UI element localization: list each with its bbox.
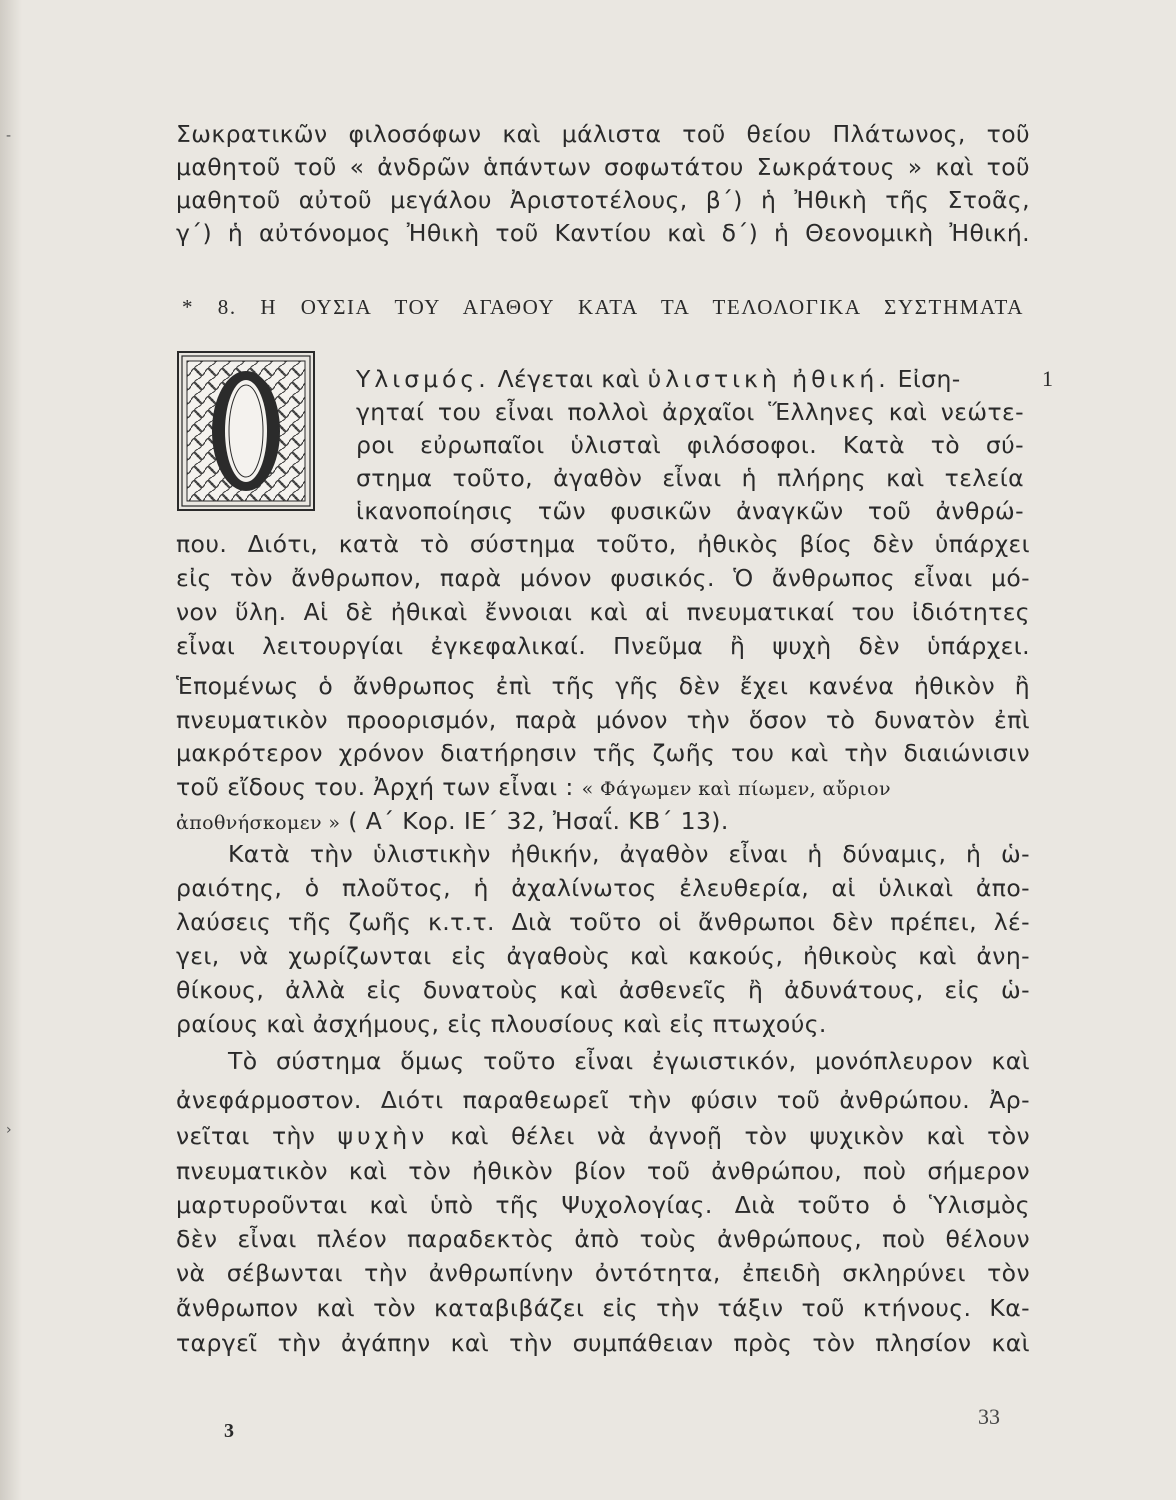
text-line: μαθητοῦ αὐτοῦ μεγάλου Ἀριστοτέλους, β΄) ἡ Ἠθικὴ τῆς Στοᾶς, [176,186,1030,214]
signature-mark: 3 [224,1420,234,1442]
text-line: Κατὰ τὴν ὑλιστικὴν ἠθικήν, ἀγαθὸν εἶναι ἡ δύναμις, ἡ ὡ- [228,840,1030,868]
margin-tick: › [6,1122,12,1138]
emphasized-phrase: ὑλιστικὴ ἠθική. [647,365,890,393]
text-line-first [356,363,1024,396]
text-line: μαθητοῦ τοῦ « ἀνδρῶν ἁπάντων σοφωτάτου Σωκράτους » καὶ τοῦ [176,153,1030,181]
text-line: ραιότης, ὁ πλοῦτος, ἡ ἀχαλίνωτος ἐλευθερία, αἱ ὑλικαὶ ἀπο- [176,874,1030,902]
text-line: νον ὕλη. Αἱ δὲ ἠθικαὶ ἔννοιαι καὶ αἱ πνευματικαί του ἰδιότητες [176,598,1030,626]
text-line: λαύσεις τῆς ζωῆς κ.τ.τ. Διὰ τοῦτο οἱ ἄνθρωποι δὲν πρέπει, λέ- [176,908,1030,936]
text-run: καὶ θέλει νὰ ἀγνοῇ τὸν ψυχικὸν καὶ τὸν [428,1122,1030,1150]
text-line: μαρτυροῦνται καὶ ὑπὸ τῆς Ψυχολογίας. Διὰ τοῦτο ὁ Ὑλισμὸς [176,1191,1030,1219]
text-line: ἀνεφάρμοστον. Διότι παραθεωρεῖ τὴν φύσιν τοῦ ἀνθρώπου. Ἀρ- [176,1086,1030,1114]
text-line: ροι εὐρωπαῖοι ὑλισταὶ φιλόσοφοι. Κατὰ τὸ σύ- [356,431,1024,459]
text-line: Ἑπομένως ὁ ἄνθρωπος ἐπὶ τῆς γῆς δὲν ἔχει κανένα ἠθικὸν ἢ [176,672,1030,700]
text-run: Εἰση- [889,365,961,393]
term-word: Υλισμός. [356,365,490,393]
text-line-quote [176,805,1030,838]
text-line: Σωκρατικῶν φιλοσόφων καὶ μάλιστα τοῦ θείου Πλάτωνος, τοῦ [176,120,1030,148]
drop-cap [177,351,315,511]
text-run: νεῖται τὴν [176,1122,338,1150]
scripture-quote: « Φάγωμεν καὶ πίωμεν, αὔριον [581,778,891,800]
text-line: στημα τοῦτο, ἀγαθὸν εἶναι ἡ πλήρης καὶ τελεία [356,464,1024,492]
text-line: ἱκανοποίησις τῶν φυσικῶν ἀναγκῶν τοῦ ἀνθρώ- [356,497,1024,525]
text-line: θίκους, ἀλλὰ εἰς δυνατοὺς καὶ ἀσθενεῖς ἢ ἀδυνάτους, εἰς ὡ- [176,976,1030,1004]
text-line: ταργεῖ τὴν ἀγάπην καὶ τὴν συμπάθειαν πρὸς τὸν πλησίον καὶ [176,1329,1030,1357]
text-line [176,1120,1030,1153]
section-heading: * 8. Η ΟΥΣΙΑ ΤΟΥ ΑΓΑΘΟΥ ΚΑΤΑ ΤΑ ΤΕΛΟΛΟΓΙΚΑ ΣΥΣΤΗΜΑΤΑ [182,295,1024,319]
text-line: γει, νὰ χωρίζωνται εἰς ἀγαθοὺς καὶ κακούς, ἠθικοὺς καὶ ἀνη- [176,942,1030,970]
text-line: νὰ σέβωνται τὴν ἀνθρωπίνην ὀντότητα, ἐπειδὴ σκληρύνει τὸν [176,1259,1030,1287]
margin-note-number: 1 [1042,366,1053,391]
text-run: Λέγεται καὶ [489,365,648,393]
scripture-reference: ( Α΄ Κορ. ΙΕ΄ 32, Ἠσαΐ. ΚΒ΄ 13). [340,807,729,835]
margin-tick: - [6,128,12,144]
emphasized-word: ψυχὴν [337,1122,429,1150]
text-line: πνευματικὸν προορισμόν, παρὰ μόνον τὴν ὅσον τὸ δυνατὸν ἐπὶ [176,706,1030,734]
text-line-quote [176,771,1030,804]
text-line: γ΄) ἡ αὐτόνομος Ἠθικὴ τοῦ Καντίου καὶ δ΄) ἡ Θεονομικὴ Ἠθική. [176,219,1030,247]
scripture-quote: ἀποθνήσκομεν » [176,812,341,834]
text-run: τοῦ εἴδους του. Ἀρχή των εἶναι : [176,773,574,801]
text-line: δὲν εἶναι πλέον παραδεκτὸς ἀπὸ τοὺς ἀνθρώπους, ποὺ θέλουν [176,1225,1030,1253]
text-line: μακρότερον χρόνον διατήρησιν τῆς ζωῆς του καὶ τὴν διαιώνισιν [176,739,1030,767]
binding-shadow [0,0,22,1500]
text-line: πνευματικὸν καὶ τὸν ἠθικὸν βίον τοῦ ἀνθρώπου, ποὺ σήμερον [176,1157,1030,1185]
text-line: ἄνθρωπον καὶ τὸν καταβιβάζει εἰς τὴν τάξιν τοῦ κτήνους. Κα- [176,1294,1030,1322]
text-line: εἶναι λειτουργίαι ἐγκεφαλικαί. Πνεῦμα ἢ ψυχὴ δὲν ὑπάρχει. [176,632,1030,660]
text-line: ραίους καὶ ἀσχήμους, εἰς πλουσίους καὶ εἰς πτωχούς. [176,1010,827,1038]
text-line: γηταί του εἶναι πολλοὶ ἀρχαῖοι Ἕλληνες καὶ νεώτε- [356,398,1024,426]
page-number: 33 [978,1404,1000,1429]
text-line: που. Διότι, κατὰ τὸ σύστημα τοῦτο, ἠθικὸς βίος δὲν ὑπάρχει [176,530,1030,558]
text-line: εἰς τὸν ἄνθρωπον, παρὰ μόνον φυσικός. Ὁ ἄνθρωπος εἶναι μό- [176,564,1030,592]
text-line: Τὸ σύστημα ὅμως τοῦτο εἶναι ἐγωιστικόν, μονόπλευρον καὶ [228,1047,1030,1075]
